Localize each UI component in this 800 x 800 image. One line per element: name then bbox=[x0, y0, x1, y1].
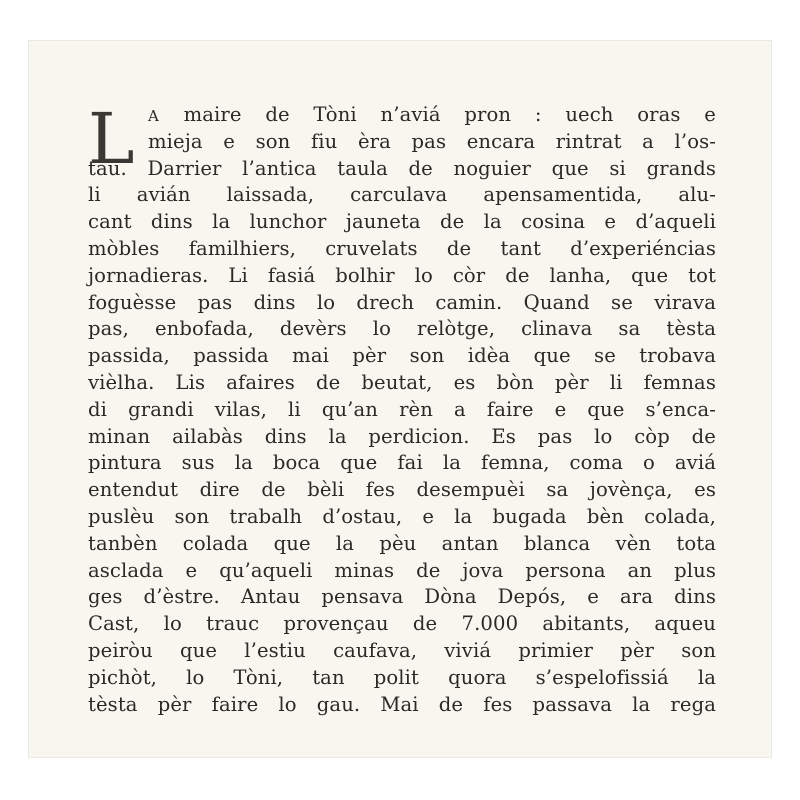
small-cap-letter: A bbox=[148, 107, 160, 125]
text-line-3: tau. Darrier l’antica taula de noguier que si grands bbox=[88, 156, 716, 180]
text-line-23: tèsta pèr faire lo gau. Mai de fes passava la rega bbox=[88, 692, 716, 716]
text-line-14: pintura sus la boca que fai la femna, coma o aviá bbox=[88, 451, 716, 475]
text-line-15: entendut dire de bèli fes desempuèi sa jovènça, es bbox=[88, 478, 716, 502]
text-line-8: foguèsse pas dins lo drech camin. Quand se virava bbox=[88, 290, 716, 314]
text-line-4: li avián laissada, carculava apensamentida, alu- bbox=[88, 183, 716, 207]
text-line-16: puslèu son trabalh d’ostau, e la bugada bèn colada, bbox=[88, 504, 716, 528]
text-line-17: tanbèn colada que la pèu antan blanca vèn tota bbox=[88, 531, 716, 555]
text-line-13: minan ailabàs dins la perdicion. Es pas lo còp de bbox=[88, 424, 716, 448]
text-line-2: mieja e son fiu èra pas encara rintrat a l’os- bbox=[148, 129, 716, 153]
text-line-22: pichòt, lo Tòni, tan polit quora s’espelofissiá la bbox=[88, 665, 716, 689]
text-line-12: di grandi vilas, li qu’an rèn a faire e que s’enca- bbox=[88, 397, 716, 421]
drop-cap: L bbox=[88, 98, 135, 180]
text-line-5: cant dins la lunchor jauneta de la cosina e d’aqueli bbox=[88, 210, 716, 234]
book-page bbox=[28, 40, 772, 758]
text-line-6: mòbles familhiers, cruvelats de tant d’experiéncias bbox=[88, 236, 716, 260]
text-line-21: peiròu que l’estiu caufava, viviá primier pèr son bbox=[88, 638, 716, 662]
text-line-20: Cast, lo trauc provençau de 7.000 abitants, aqueu bbox=[88, 612, 716, 636]
text-line-18: asclada e qu’aqueli minas de jova persona an plus bbox=[88, 558, 716, 582]
paragraph bbox=[88, 98, 716, 718]
text-line-19: ges d’èstre. Antau pensava Dòna Depós, e ara dins bbox=[88, 585, 716, 609]
text-line-1 bbox=[88, 102, 716, 129]
text-line-7: jornadieras. Li fasiá bolhir lo còr de lanha, que tot bbox=[88, 263, 716, 287]
text-line-10: passida, passida mai pèr son idèa que se trobava bbox=[88, 344, 716, 368]
text-line-11: vièlha. Lis afaires de beutat, es bòn pèr li femnas bbox=[88, 370, 716, 394]
first-line-text: maire de Tòni n’aviá pron : uech oras e bbox=[159, 103, 716, 126]
text-line-9: pas, enbofada, devèrs lo relòtge, clinava sa tèsta bbox=[88, 317, 716, 341]
